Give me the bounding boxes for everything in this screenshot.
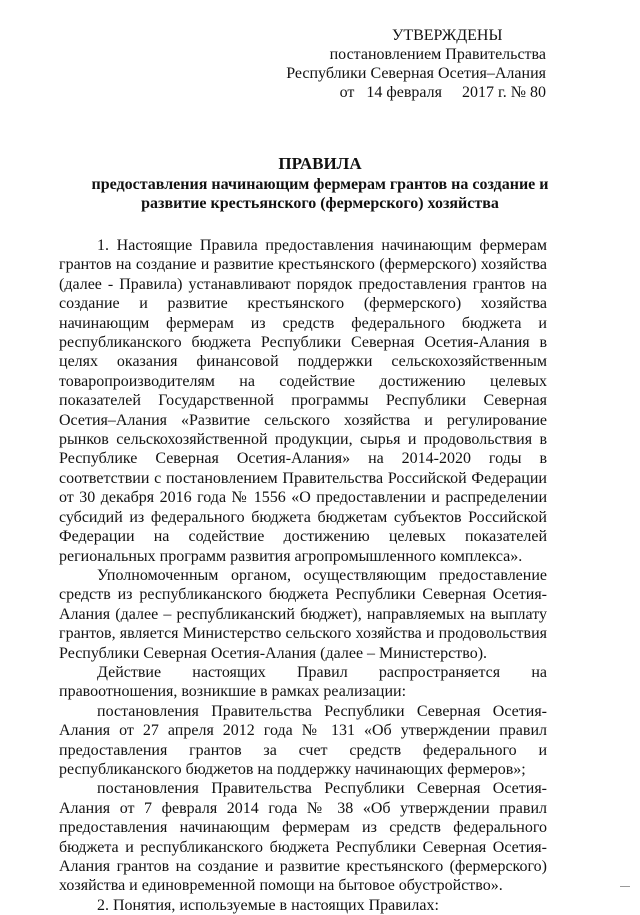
approval-line-2: Республики Северная Осетия–Алания bbox=[286, 65, 546, 82]
scan-mark bbox=[620, 880, 630, 887]
approval-date: от 14 февраля 2017 г. № 80 bbox=[339, 84, 546, 101]
document-body bbox=[59, 236, 547, 915]
approval-title: УТВЕРЖДЕНЫ bbox=[392, 27, 503, 44]
approval-stamp bbox=[250, 26, 546, 102]
paragraph-6: 2. Понятия, используемые в настоящих Правилах: bbox=[97, 896, 439, 914]
paragraph-3: Действие настоящих Правил распространяется на правоотношения, возникшие в рамках реализации: bbox=[59, 663, 547, 701]
document-title: ПРАВИЛА bbox=[278, 154, 362, 173]
document-heading bbox=[60, 154, 580, 213]
approval-line-1: постановлением Правительства bbox=[329, 46, 546, 63]
document-subtitle: предоставления начинающим фермерам грантов на создание и развитие крестьянского (фермерского) хозяйства bbox=[91, 176, 549, 212]
paragraph-1: 1. Настоящие Правила предоставления начинающим фермерам грантов на создание и развитие крестьянского (фермерского) хозяйства (далее - Правила) устанавливают порядок предоставления грантов на создание и развитие крестьянского (фермерского) хозяйства начинающим фермерам из средств федерального бюджета и республиканского бюджета Республики Северная Осетия-Алания в целях оказания финансовой поддержки сельскохозяйственным товаропроизводителям на содействие достижению целевых показателей Государственной программы Республики Северная Осетия–Алания «Развитие сельского хозяйства и регулирование рынков сельскохозяйственной продукции, сырья и продовольствия в Республике Северная Осетия-Алания» на 2014-2020 годы в соответствии с постановлением Правительства Российской Федерации от 30 декабря 2016 года № 1556 «О предоставлении и распределении субсидий из федерального бюджета бюджетам субъектов Российской Федерации на содействие достижению целевых показателей региональных программ развития агропромышленного комплекса». bbox=[59, 237, 547, 565]
paragraph-5: постановления Правительства Республики Северная Осетия-Алания от 7 февраля 2014 года № 38 «Об утверждении правил предоставления начинающим фермерам из средств федерального бюджета и республиканского бюджета Республики Северная Осетия-Алания грантов на создание и развитие крестьянского (фермерского) хозяйства и единовременной помощи на бытовое обустройство». bbox=[59, 780, 547, 895]
paragraph-2: Уполномоченным органом, осуществляющим предоставление средств из республиканского бюджета Республики Северная Осетия-Алания (далее – республиканский бюджет), направляемых на выплату грантов, является Министерство сельского хозяйства и продовольствия Республики Северная Осетия-Алания (далее – Министерство). bbox=[59, 566, 547, 662]
paragraph-4: постановления Правительства Республики Северная Осетия-Алания от 27 апреля 2012 года № 131 «Об утверждении правил предоставления грантов за счет средств федерального и республиканского бюджетов на поддержку начинающих фермеров»; bbox=[59, 702, 547, 778]
